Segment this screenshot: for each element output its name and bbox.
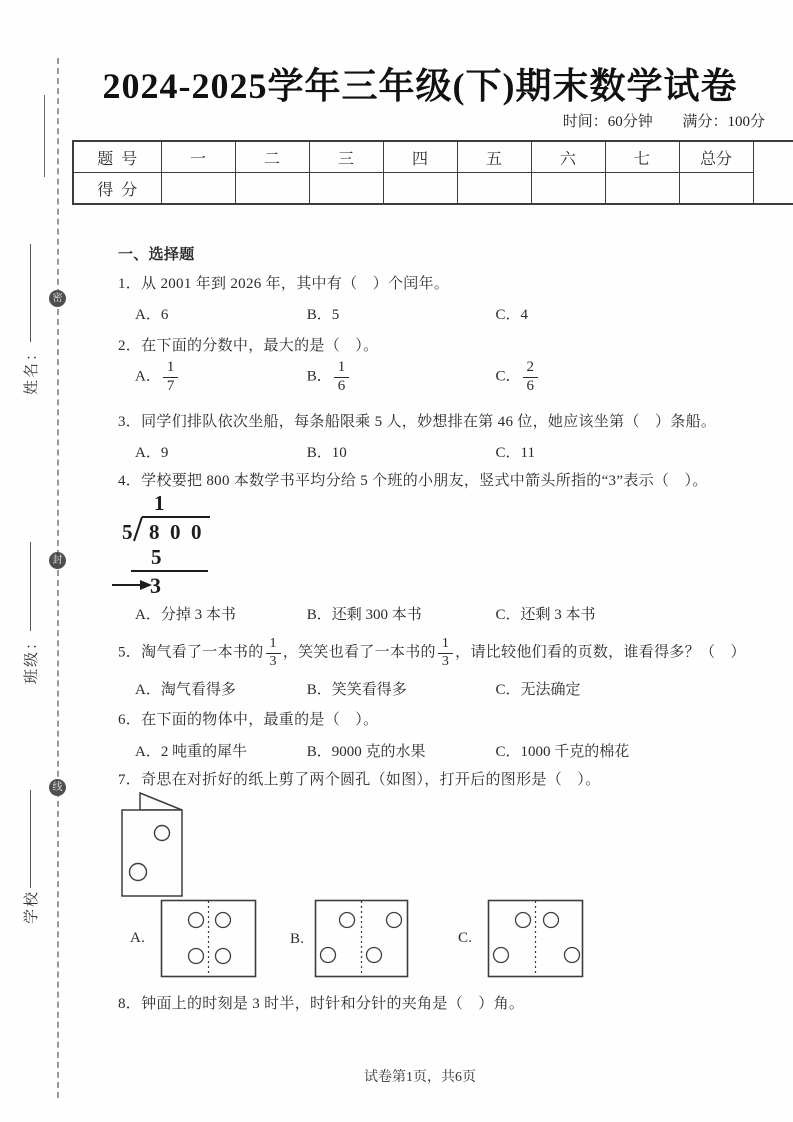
fraction (438, 637, 453, 669)
school-blank-line (30, 790, 31, 888)
option-a (135, 360, 303, 395)
score-table-score-row (73, 173, 793, 205)
seal-dashed-line (57, 58, 59, 1098)
option-a-figure (160, 899, 257, 978)
score-table-cell: 总分 (679, 141, 753, 173)
option-a: A．9 (135, 445, 169, 461)
division-subtrahend: 5 (151, 545, 162, 569)
hole (565, 948, 580, 963)
division-remainder: 3 (150, 573, 161, 594)
question-5-stem (118, 637, 746, 669)
option-c: C．4 (495, 307, 529, 323)
score-cell-empty (605, 173, 679, 205)
division-quotient: 1 (154, 492, 165, 515)
hole (516, 913, 531, 928)
division-divisor: 5 (122, 520, 133, 544)
question-4-stem: 4．学校要把 800 本数学书平均分给 5 个班的小朋友，竖式中箭头所指的“3”表示（ ）。 (118, 473, 708, 489)
option-b: B．笑笑看得多 (306, 682, 407, 698)
question-4-options (135, 603, 775, 624)
question-2-options (135, 360, 775, 395)
fraction (523, 360, 539, 395)
option-a: A．6 (135, 307, 169, 323)
exam-info (537, 110, 765, 131)
question-6-stem: 6．在下面的物体中，最重的是（ ）。 (118, 712, 379, 728)
division-bracket-slant (134, 517, 142, 541)
class-field-label (20, 542, 40, 684)
question-6-options (135, 740, 775, 761)
stem-text: ，笑笑也看了一本书的 (282, 644, 436, 661)
question-3-options (135, 441, 775, 462)
option-a: A．分掉 3 本书 (135, 607, 236, 623)
score-cell-empty (383, 173, 457, 205)
hole (189, 949, 204, 964)
score-cell-empty (309, 173, 383, 205)
score-table-cell: 七 (605, 141, 679, 173)
score-table-cell: 四 (383, 141, 457, 173)
option-c: C．还剩 3 本书 (495, 607, 596, 623)
option-b: B．9000 克的水果 (306, 744, 426, 760)
score-table-cell: 三 (309, 141, 383, 173)
score-table-header-row (73, 141, 793, 173)
fraction-denominator: 7 (163, 377, 179, 395)
hole (189, 913, 204, 928)
option-a: A．2 吨重的犀牛 (135, 744, 248, 760)
question-7-stem: 7．奇思在对折好的纸上剪了两个圆孔（如图），打开后的图形是（ ）。 (118, 772, 601, 788)
hole (340, 913, 355, 928)
section-heading: 一、选择题 (118, 247, 195, 263)
name-field-label (20, 243, 40, 395)
option-prefix: A． (135, 368, 161, 385)
fraction (266, 637, 281, 669)
option-c: C．1000 千克的棉花 (495, 744, 630, 760)
school-field-label (20, 782, 40, 924)
hole (216, 949, 231, 964)
question-8-stem: 8．钟面上的时刻是 3 时半，时针和分针的夹角是（ ）角。 (118, 996, 525, 1012)
fraction-denominator: 3 (438, 653, 453, 670)
school-label-text: 学校 (23, 889, 40, 924)
option-b: B．5 (306, 307, 340, 323)
question-2-stem: 2．在下面的分数中，最大的是（ ）。 (118, 338, 379, 354)
score-table (72, 140, 793, 205)
folded-paper-figure (116, 788, 188, 900)
fraction-denominator: 3 (266, 653, 281, 670)
hole (544, 913, 559, 928)
fraction (334, 360, 350, 395)
score-cell-empty (531, 173, 605, 205)
fraction-numerator: 1 (166, 359, 175, 375)
hole (494, 948, 509, 963)
score-cell-empty (679, 173, 753, 205)
class-blank-line (30, 542, 31, 631)
hole (387, 913, 402, 928)
question-3-stem: 3．同学们排队依次坐船，每条船限乘 5 人，妙想排在第 46 位，她应该坐第（ ）条船。 (118, 414, 717, 430)
score-cell-empty (161, 173, 235, 205)
fold-flap (140, 793, 182, 810)
name-blank-line (30, 244, 31, 342)
score-table-cell: 二 (235, 141, 309, 173)
fraction-denominator: 6 (334, 377, 350, 395)
option-b (307, 360, 492, 395)
option-c-figure (487, 899, 584, 978)
class-label-text: 班级： (23, 632, 40, 684)
seal-char-feng: 封 (49, 552, 66, 569)
division-dividend-digit: 0 (170, 520, 181, 544)
name-label-text: 姓名： (23, 343, 40, 395)
page-title: 2024-2025学年三年级(下)期末数学试卷 (102, 66, 738, 106)
fraction-numerator: 1 (441, 636, 450, 651)
long-division-figure (106, 492, 226, 594)
question-1-options (135, 303, 775, 324)
option-b: B．10 (306, 445, 347, 461)
fraction-numerator: 1 (269, 636, 277, 651)
score-table-cell: 一 (161, 141, 235, 173)
division-dividend-digit: 8 (149, 520, 160, 544)
page-footer: 试卷第1页，共6页 (364, 1070, 476, 1085)
hole (321, 948, 336, 963)
score-table-cell: 五 (457, 141, 531, 173)
option-b-label: B. (290, 931, 305, 947)
option-prefix: C． (495, 368, 521, 385)
option-c: C．无法确定 (495, 682, 581, 698)
hole (367, 948, 382, 963)
score-table-cell: 题号 (73, 141, 161, 173)
score-cell-empty (235, 173, 309, 205)
option-c (496, 360, 541, 395)
option-c: C．11 (495, 445, 535, 461)
seal-char-xian: 线 (49, 779, 66, 796)
question-1-stem: 1．从 2001 年到 2026 年，其中有（ ）个闰年。 (118, 276, 450, 292)
exam-time: 时间：60分钟 (562, 114, 653, 130)
fraction-numerator: 1 (337, 359, 346, 375)
option-b: B．还剩 300 本书 (306, 607, 422, 623)
division-dividend-digit: 0 (191, 520, 202, 544)
fraction-numerator: 2 (526, 359, 535, 375)
stem-text: 5．淘气看了一本书的 (118, 644, 264, 661)
option-prefix: B． (306, 368, 332, 385)
hole (216, 913, 231, 928)
option-a: A．淘气看得多 (135, 682, 236, 698)
option-b-figure (314, 899, 409, 978)
seal-char-mi: 密 (49, 290, 66, 307)
exam-full-score: 满分：100分 (682, 114, 765, 130)
option-a-label: A. (130, 930, 146, 946)
question-5-options (135, 678, 775, 699)
fraction (163, 360, 179, 395)
paper-rect (122, 810, 182, 896)
score-table-cell: 六 (531, 141, 605, 173)
score-row-label: 得分 (73, 173, 161, 205)
fraction-denominator: 6 (523, 377, 539, 395)
stem-text: ，请比较他们看的页数，谁看得多？（ ） (455, 644, 746, 661)
score-cell-empty (457, 173, 531, 205)
option-c-label: C. (458, 930, 473, 946)
